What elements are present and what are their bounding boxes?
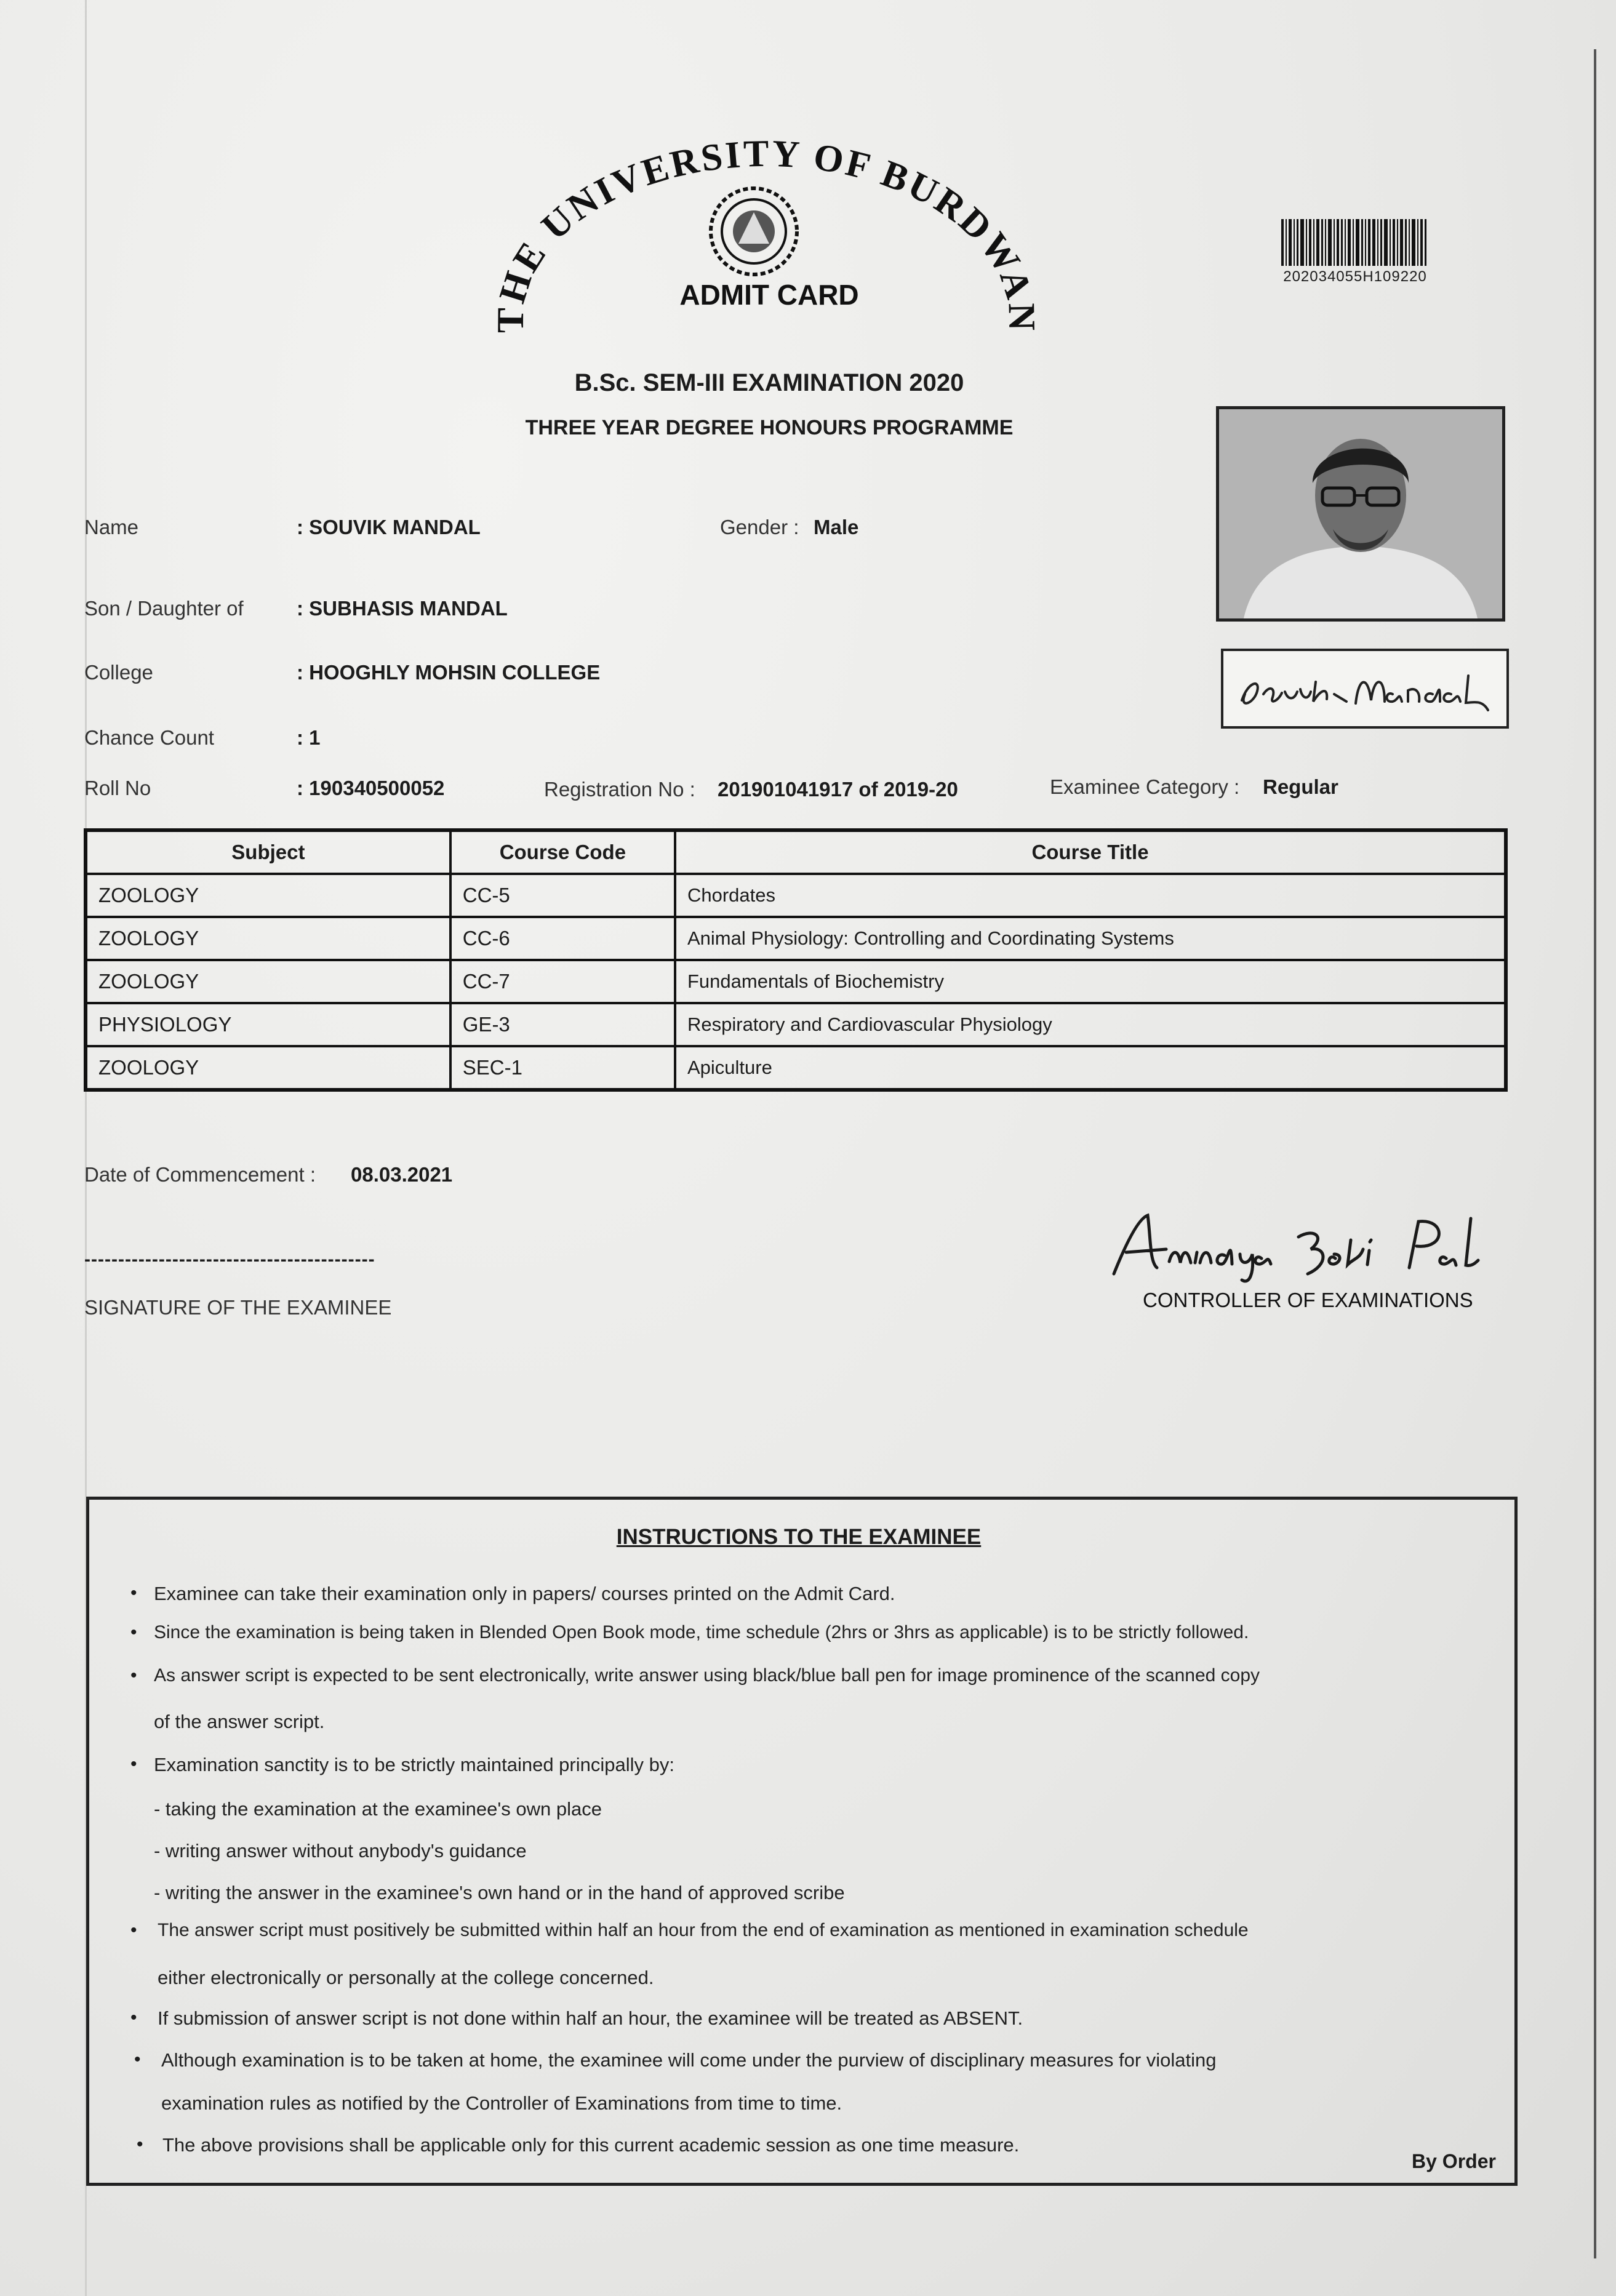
registration-label: Registration No : <box>544 778 695 801</box>
instruction-line: Since the examination is being taken in Blended Open Book mode, time schedule (2hrs or 3hrs as applicable) is to be strictly followed. <box>154 1622 1249 1642</box>
subject-cell: PHYSIOLOGY <box>86 1003 450 1046</box>
controller-label: CONTROLLER OF EXAMINATIONS <box>1143 1289 1473 1311</box>
candidate-photo <box>1216 406 1505 622</box>
column-header-course-code: Course Code <box>450 830 675 874</box>
commencement-value: 08.03.2021 <box>351 1163 453 1186</box>
course-code-cell: GE-3 <box>450 1003 675 1046</box>
instruction-line: - writing the answer in the examinee's own hand or in the hand of approved scribe <box>154 1882 845 1903</box>
barcode-number: 202034055H109220 <box>1283 268 1427 285</box>
category-label: Examinee Category : <box>1050 775 1240 798</box>
courses-table <box>84 828 1508 1092</box>
bullet-icon: • <box>137 2134 143 2154</box>
by-order-label: By Order <box>1412 2150 1496 2172</box>
instructions-title: INSTRUCTIONS TO THE EXAMINEE <box>616 1525 982 1549</box>
parent-value: : SUBHASIS MANDAL <box>297 597 508 620</box>
subject-cell: ZOOLOGY <box>86 1046 450 1090</box>
college-value: : HOOGHLY MOHSIN COLLEGE <box>297 661 601 684</box>
column-header-course-title: Course Title <box>675 830 1506 874</box>
bullet-icon: • <box>130 1920 137 1940</box>
column-header-subject: Subject <box>86 830 450 874</box>
roll-no-value: : 190340500052 <box>297 777 445 799</box>
instruction-line: Examinee can take their examination only in papers/ courses printed on the Admit Card. <box>154 1583 895 1604</box>
instruction-line: - taking the examination at the examinee's own place <box>154 1798 602 1820</box>
page-edge-line <box>1594 49 1596 2258</box>
university-name: THE UNIVERSITY OF BURDWAN <box>489 132 1043 332</box>
chance-count-label: Chance Count <box>84 726 214 749</box>
university-logo <box>468 123 1058 332</box>
course-title-cell: Fundamentals of Biochemistry <box>675 960 1506 1003</box>
bullet-icon: • <box>130 1583 137 1603</box>
instruction-line: The above provisions shall be applicable only for this current academic session as one time measure. <box>162 2134 1020 2156</box>
instruction-line: If submission of answer script is not done within half an hour, the examinee will be treated as ABSENT. <box>158 2007 1023 2029</box>
table-row <box>86 960 1506 1003</box>
bullet-icon: • <box>130 1754 137 1774</box>
name-value: : SOUVIK MANDAL <box>297 516 481 538</box>
course-code-cell: SEC-1 <box>450 1046 675 1090</box>
roll-no-label: Roll No <box>84 777 151 799</box>
bullet-icon: • <box>134 2049 141 2070</box>
gender-value: Male <box>814 516 859 538</box>
candidate-signature-box <box>1221 649 1509 729</box>
admit-card-label: ADMIT CARD <box>679 279 859 311</box>
parent-label: Son / Daughter of <box>84 597 244 620</box>
subject-cell: ZOOLOGY <box>86 917 450 960</box>
subject-cell: ZOOLOGY <box>86 874 450 917</box>
bullet-icon: • <box>130 1665 137 1686</box>
bullet-icon: • <box>130 1622 137 1642</box>
registration-value: 201901041917 of 2019-20 <box>718 778 958 801</box>
course-title-cell: Apiculture <box>675 1046 1506 1090</box>
category-value: Regular <box>1263 775 1338 798</box>
table-row <box>86 874 1506 917</box>
instruction-line: either electronically or personally at the college concerned. <box>158 1967 654 1988</box>
candidate-signature-image <box>1223 651 1506 726</box>
course-code-cell: CC-7 <box>450 960 675 1003</box>
exam-title: B.Sc. SEM-III EXAMINATION 2020 <box>574 369 964 396</box>
examinee-signature-label: SIGNATURE OF THE EXAMINEE <box>84 1296 392 1319</box>
table-header-row <box>86 830 1506 874</box>
bullet-icon: • <box>130 2007 137 2028</box>
college-label: College <box>84 661 153 684</box>
instruction-line: Although examination is to be taken at home, the examinee will come under the purview of disciplinary measures for violating <box>161 2049 1217 2071</box>
programme-title: THREE YEAR DEGREE HONOURS PROGRAMME <box>525 416 1014 439</box>
name-label: Name <box>84 516 139 538</box>
barcode-icon <box>1281 219 1429 266</box>
instruction-line: As answer script is expected to be sent electronically, write answer using black/blue ball pen for image prominence of the scanned copy <box>154 1665 1260 1686</box>
course-title-cell: Animal Physiology: Controlling and Coordinating Systems <box>675 917 1506 960</box>
course-title-cell: Chordates <box>675 874 1506 917</box>
instruction-line: The answer script must positively be submitted within half an hour from the end of examination as mentioned in examination schedule <box>158 1920 1249 1940</box>
table-row <box>86 1003 1506 1046</box>
course-code-cell: CC-5 <box>450 874 675 917</box>
subject-cell: ZOOLOGY <box>86 960 450 1003</box>
instruction-line: examination rules as notified by the Controller of Examinations from time to time. <box>161 2092 842 2114</box>
person-photo-icon <box>1219 409 1502 618</box>
gender-label: Gender : <box>720 516 799 538</box>
commencement-label: Date of Commencement : <box>84 1163 316 1186</box>
course-title-cell: Respiratory and Cardiovascular Physiology <box>675 1003 1506 1046</box>
instruction-line: of the answer script. <box>154 1711 325 1732</box>
controller-signature-image <box>1102 1206 1520 1286</box>
course-code-cell: CC-6 <box>450 917 675 960</box>
examinee-signature-line: ------------------------------------------- <box>84 1249 375 1270</box>
table-row <box>86 917 1506 960</box>
instruction-line: Examination sanctity is to be strictly maintained principally by: <box>154 1754 674 1775</box>
chance-count-value: : 1 <box>297 726 321 749</box>
university-seal-icon <box>711 188 797 274</box>
table-row <box>86 1046 1506 1090</box>
instruction-line: - writing answer without anybody's guidance <box>154 1840 527 1862</box>
